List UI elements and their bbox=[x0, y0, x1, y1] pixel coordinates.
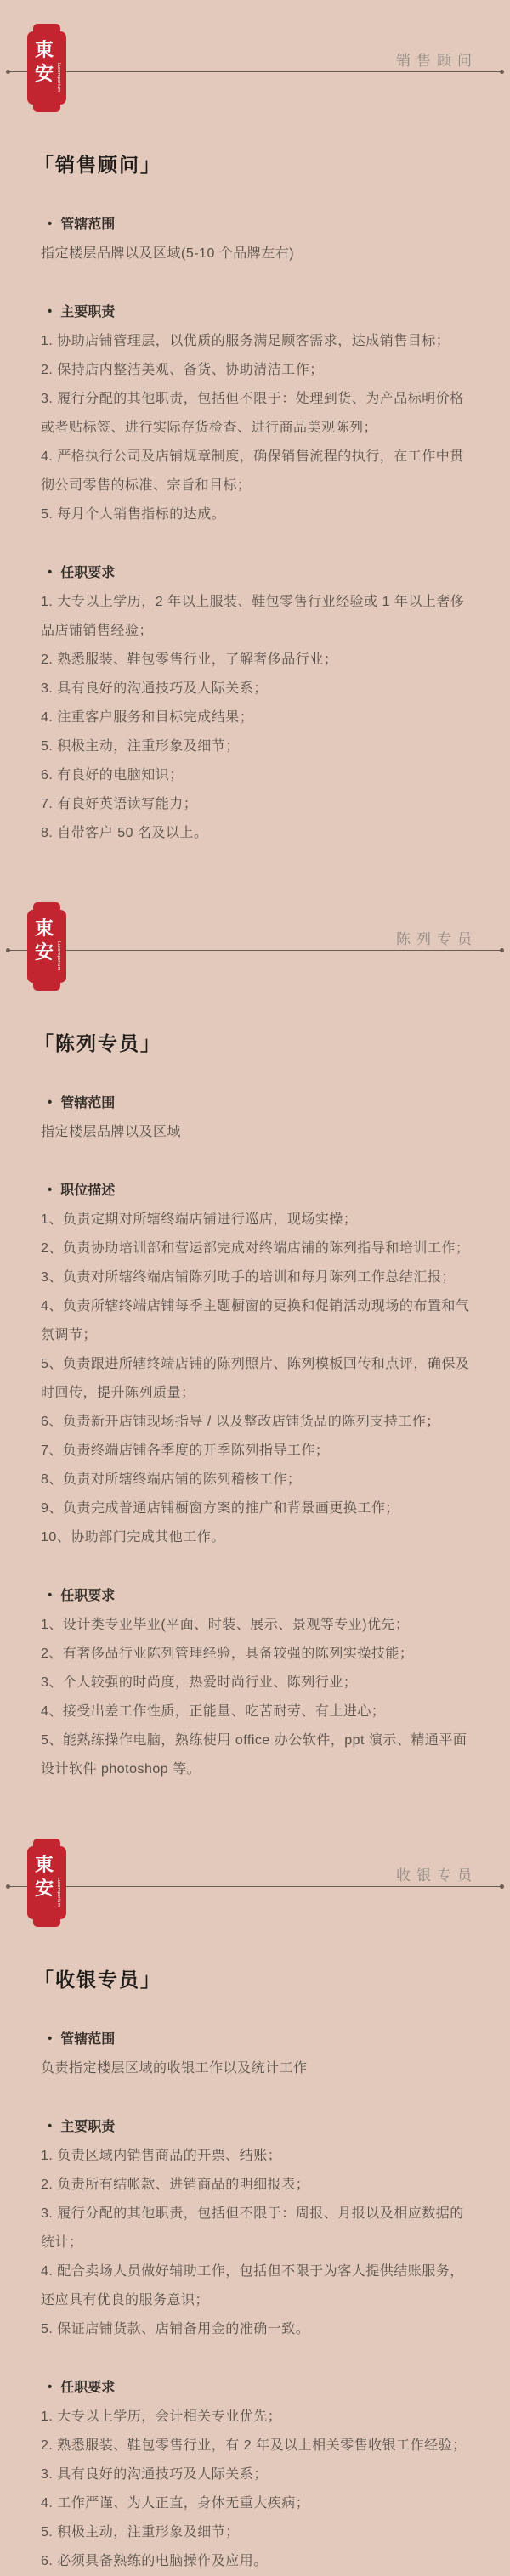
job-detail-line: 5. 积极主动，注重形象及细节； bbox=[41, 2525, 240, 2539]
logo-char-bottom: 安 bbox=[34, 64, 54, 85]
header-job-label: 收银专员 bbox=[396, 1867, 478, 1884]
job-detail-line: 5、能熟练操作电脑，熟练使用 office 办公软件，ppt 演示、精通平面设计软件 photoshop 等。 bbox=[41, 1733, 468, 1777]
job-detail-line: 5. 每月个人销售指标的达成。 bbox=[41, 507, 226, 522]
info-block bbox=[41, 1092, 474, 1147]
logo-char-bottom: 安 bbox=[34, 1878, 54, 1900]
block-items bbox=[41, 588, 474, 848]
block-items bbox=[41, 327, 474, 529]
block-heading-text: 主要职责 bbox=[60, 305, 116, 319]
job-detail-line: 7. 有良好英语读写能力； bbox=[41, 797, 198, 811]
logo-subtext: Luxemporium bbox=[56, 941, 61, 971]
block-heading-text: 职位描述 bbox=[60, 1183, 116, 1198]
job-detail-line: 6. 必须具备熟练的电脑操作及应用。 bbox=[41, 2554, 268, 2568]
job-detail-line: 1. 大专以上学历，会计相关专业优先； bbox=[41, 2409, 282, 2424]
divider-line bbox=[7, 950, 503, 951]
bullet-icon: • bbox=[48, 2031, 53, 2046]
bullet-icon: • bbox=[48, 304, 53, 319]
blocks bbox=[41, 2028, 474, 2576]
job-detail-line: 1. 负责区域内销售商品的开票、结账； bbox=[41, 2149, 282, 2163]
info-block bbox=[41, 2028, 474, 2083]
job-detail-line: 3. 具有良好的沟通技巧及人际关系； bbox=[41, 681, 268, 696]
logo-char-bottom: 安 bbox=[34, 942, 54, 963]
bullet-icon: • bbox=[48, 1095, 53, 1110]
block-heading bbox=[48, 1179, 474, 1199]
blocks bbox=[41, 1092, 474, 1784]
job-detail-line: 3. 履行分配的其他职责，包括但不限于：处理到货、为产品标明价格或者贴标签、进行实际存货检查、进行商品美观陈列； bbox=[41, 392, 464, 435]
section-header bbox=[0, 1839, 510, 1927]
info-block bbox=[41, 2376, 474, 2576]
dongan-logo bbox=[27, 1839, 66, 1927]
job-detail-line: 5. 积极主动，注重形象及细节； bbox=[41, 739, 240, 754]
block-items bbox=[41, 1611, 474, 1784]
job-detail-line: 3. 具有良好的沟通技巧及人际关系； bbox=[41, 2467, 268, 2482]
bullet-icon: • bbox=[48, 565, 53, 579]
job-detail-line: 1. 协助店铺管理层，以优质的服务满足顾客需求，达成销售目标； bbox=[41, 334, 450, 348]
block-heading bbox=[48, 301, 474, 320]
job-section bbox=[0, 1839, 510, 2576]
block-items bbox=[41, 1206, 474, 1552]
block-heading-text: 管辖范围 bbox=[60, 1096, 116, 1110]
bullet-icon: • bbox=[48, 2380, 53, 2394]
block-heading-text: 任职要求 bbox=[60, 2381, 116, 2395]
job-detail-line: 2. 熟悉服装、鞋包零售行业，有 2 年及以上相关零售收银工作经验； bbox=[41, 2438, 467, 2453]
block-heading bbox=[48, 213, 474, 233]
block-heading bbox=[48, 1585, 474, 1604]
info-block bbox=[41, 213, 474, 268]
block-items bbox=[41, 240, 474, 268]
header-job-label: 销售顾问 bbox=[396, 53, 478, 69]
job-detail-line: 8、负责对所辖终端店铺的陈列稽核工作； bbox=[41, 1472, 302, 1487]
logo-char-top: 東 bbox=[34, 918, 54, 940]
job-detail-line: 2. 熟悉服装、鞋包零售行业，了解奢侈品行业； bbox=[41, 652, 338, 667]
job-detail-line: 2. 保持店内整洁美观、备货、协助清洁工作； bbox=[41, 363, 324, 377]
job-detail-line: 4、负责所辖终端店铺每季主题橱窗的更换和促销活动现场的布置和气氛调节； bbox=[41, 1299, 470, 1342]
info-block bbox=[41, 2116, 474, 2344]
block-heading-text: 任职要求 bbox=[60, 1589, 116, 1603]
job-detail-line: 指定楼层品牌以及区域(5-10 个品牌左右) bbox=[41, 246, 295, 261]
job-detail-line: 4. 配合卖场人员做好辅助工作，包括但不限于为客人提供结账服务，还应具有优良的服务意识； bbox=[41, 2264, 464, 2308]
section-header bbox=[0, 902, 510, 991]
divider-line bbox=[7, 71, 503, 72]
block-heading bbox=[48, 2376, 474, 2396]
job-detail-line: 2、有奢侈品行业陈列管理经验，具备较强的陈列实操技能； bbox=[41, 1647, 414, 1661]
bullet-icon: • bbox=[48, 1183, 53, 1197]
job-detail-line: 5、负责跟进所辖终端店铺的陈列照片、陈列模板回传和点评，确保及时回传，提升陈列质量； bbox=[41, 1357, 470, 1400]
job-detail-line: 4. 严格执行公司及店铺规章制度，确保销售流程的执行，在工作中贯彻公司零售的标准、宗旨和目标； bbox=[41, 449, 464, 493]
divider-line bbox=[7, 1886, 503, 1887]
page-title: 「销售顾问」 bbox=[34, 154, 162, 176]
block-heading bbox=[48, 1092, 474, 1111]
page-title: 「陈列专员」 bbox=[34, 1032, 162, 1054]
job-detail-line: 3. 履行分配的其他职责，包括但不限于：周报、月报以及相应数据的统计； bbox=[41, 2206, 464, 2250]
job-detail-line: 1. 大专以上学历，2 年以上服装、鞋包零售行业经验或 1 年以上奢侈品店铺销售经验； bbox=[41, 595, 465, 638]
job-detail-line: 2、负责协助培训部和营运部完成对终端店铺的陈列指导和培训工作； bbox=[41, 1241, 470, 1256]
job-detail-line: 4. 工作严谨、为人正直，身体无重大疾病； bbox=[41, 2496, 310, 2511]
info-block bbox=[41, 562, 474, 848]
info-block bbox=[41, 301, 474, 529]
block-items bbox=[41, 2403, 474, 2576]
bullet-icon: • bbox=[48, 217, 53, 231]
dongan-logo bbox=[27, 902, 66, 991]
bullet-icon: • bbox=[48, 2119, 53, 2133]
job-detail-line: 9、负责完成普通店铺橱窗方案的推广和背景画更换工作； bbox=[41, 1501, 400, 1516]
logo-subtext: Luxemporium bbox=[56, 63, 61, 93]
block-items bbox=[41, 1118, 474, 1147]
job-detail-line: 3、负责对所辖终端店铺陈列助手的培训和每月陈列工作总结汇报； bbox=[41, 1270, 456, 1285]
job-detail-line: 4、接受出差工作性质，正能量、吃苦耐劳、有上进心； bbox=[41, 1704, 386, 1719]
job-detail-line: 10、协助部门完成其他工作。 bbox=[41, 1530, 225, 1545]
block-heading bbox=[48, 562, 474, 581]
job-detail-line: 负责指定楼层区域的收银工作以及统计工作 bbox=[41, 2061, 308, 2076]
job-detail-line: 8. 自带客户 50 名及以上。 bbox=[41, 826, 208, 840]
logo-char-top: 東 bbox=[34, 40, 54, 61]
job-posting-page bbox=[0, 24, 510, 2576]
block-items bbox=[41, 2054, 474, 2083]
job-detail-line: 1、负责定期对所辖终端店铺进行巡店，现场实操； bbox=[41, 1212, 358, 1227]
job-detail-line: 4. 注重客户服务和目标完成结果； bbox=[41, 710, 254, 725]
job-detail-line: 指定楼层品牌以及区域 bbox=[41, 1125, 182, 1139]
job-detail-line: 7、负责终端店铺各季度的开季陈列指导工作； bbox=[41, 1443, 330, 1458]
job-detail-line: 3、个人较强的时尚度，热爱时尚行业、陈列行业； bbox=[41, 1675, 358, 1690]
page-title: 「收银专员」 bbox=[34, 1969, 162, 1991]
info-block bbox=[41, 1179, 474, 1552]
block-heading bbox=[48, 2116, 474, 2135]
bullet-icon: • bbox=[48, 1588, 53, 1602]
block-heading-text: 管辖范围 bbox=[60, 2032, 116, 2047]
block-heading-text: 主要职责 bbox=[60, 2120, 116, 2134]
section-header bbox=[0, 24, 510, 112]
logo-subtext: Luxemporium bbox=[56, 1878, 61, 1907]
block-heading-text: 管辖范围 bbox=[60, 217, 116, 232]
logo-char-top: 東 bbox=[34, 1855, 54, 1876]
block-heading-text: 任职要求 bbox=[60, 566, 116, 580]
job-section bbox=[0, 24, 510, 848]
block-items bbox=[41, 2142, 474, 2344]
job-detail-line: 1、设计类专业毕业(平面、时装、展示、景观等专业)优先； bbox=[41, 1618, 410, 1632]
blocks bbox=[41, 213, 474, 848]
block-heading bbox=[48, 2028, 474, 2048]
job-detail-line: 2. 负责所有结帐款、进销商品的明细报表； bbox=[41, 2178, 310, 2192]
job-section bbox=[0, 902, 510, 1784]
header-job-label: 陈列专员 bbox=[396, 931, 478, 947]
job-detail-line: 6、负责新开店铺现场指导 / 以及整改店铺货品的陈列支持工作； bbox=[41, 1415, 440, 1429]
info-block bbox=[41, 1585, 474, 1784]
job-detail-line: 6. 有良好的电脑知识； bbox=[41, 768, 184, 782]
job-detail-line: 5. 保证店铺货款、店铺备用金的准确一致。 bbox=[41, 2322, 310, 2336]
dongan-logo bbox=[27, 24, 66, 112]
